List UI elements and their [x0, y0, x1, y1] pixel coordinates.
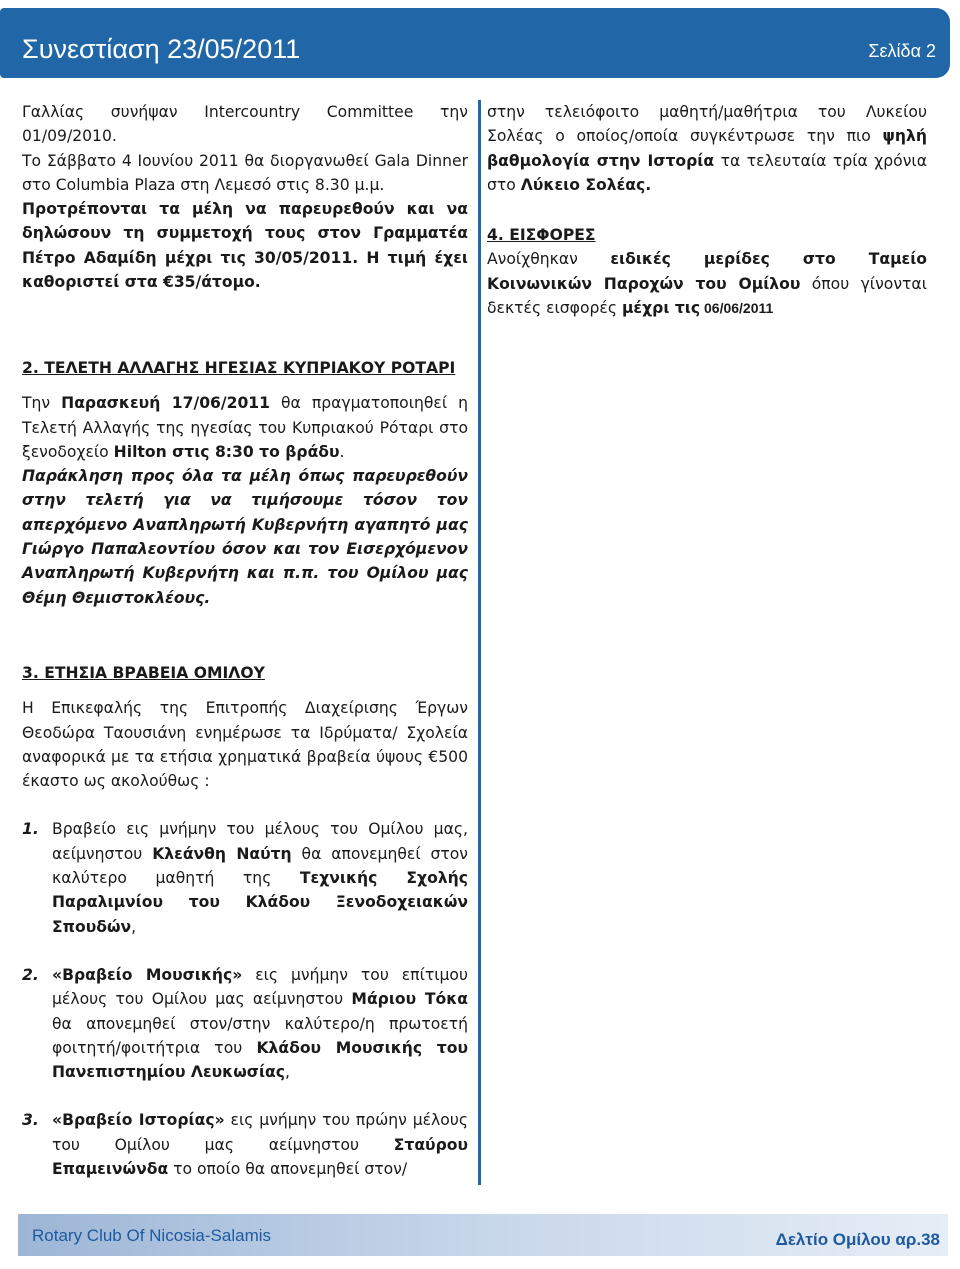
award-item-2: 2. «Βραβείο Μουσικής» εις μνήμην του επίτιμου μέλους του Ομίλου μας αείμνηστου Μάριου Τόκα θα απονεμηθεί στον/στην καλύτερο/η πρωτοετή φοιτητή/φοιτήτρια του Κλάδου Μουσικής του Πανεπιστημίου Λευκωσίας, [22, 965, 468, 1082]
column-divider [478, 100, 481, 1185]
club-name: Rotary Club Of Nicosia-Salamis [32, 1226, 272, 1245]
page-title: Συνεστίαση 23/05/2011 [22, 34, 301, 64]
intro-paragraph-1: Γαλλίας συνήψαν Intercountry Committee την 01/09/2010. [22, 103, 468, 146]
right-column [487, 100, 927, 320]
section-2-paragraph-2: Παράκληση προς όλα τα μέλη όπως παρευρεθούν στην τελετή για να τιμήσουμε τόσον τον απερχόμενο Αναπληρωτή Κυβερνήτη αγαπητό μας Γιώργο Παπαλεοντίου όσον και τον Εισερχόμενον Αναπληρωτή Κυβερνήτη και π.π. του Ομίλου μας Θέμη Θεμιστοκλέους. [22, 467, 468, 607]
intro-paragraph-3: Προτρέπονται τα μέλη να παρευρεθούν και να δηλώσουν τη συμμετοχή τους στον Γραμματέα Πέτρο Αδαμίδη μέχρι τις 30/05/2011. Η τιμή έχει καθοριστεί στα €35/άτομο. [22, 200, 468, 292]
left-column [22, 100, 468, 294]
bulletin-number: Δελτίο Ομίλου αρ.38 [775, 1230, 940, 1249]
award-item-1: 1. Βραβείο εις μνήμην του μέλους του Ομίλου μας, αείμνηστου Κλεάνθη Ναύτη θα απονεμηθεί στον καλύτερο μαθητή της Τεχνικής Σχολής Παραλιμνίου του Κλάδου Ξενοδοχειακών Σπουδών, [22, 820, 469, 936]
award-item-3: 3. «Βραβείο Ιστορίας» εις μνήμην του πρώην μέλους του Ομίλου μας αείμνηστου Σταύρου Επαμεινώνδα το οποίο θα απονεμηθεί στον/ [22, 1111, 468, 1179]
section-2-title: 2. ΤΕΛΕΤΗ ΑΛΛΑΓΗΣ ΗΓΕΣΙΑΣ ΚΥΠΡΙΑΚΟΥ ΡΟΤΑΡΙ [22, 359, 456, 377]
page-header [0, 8, 950, 78]
section-2-paragraph-1: Την Παρασκευή 17/06/2011 θα πραγματοποιηθεί η Τελετή Αλλαγής της ηγεσίας του Κυπριακού Ρόταρι στο ξενοδοχείο Hilton στις 8:30 το βράδυ. [22, 394, 468, 461]
right-paragraph-2: Ανοίχθηκαν ειδικές μερίδες στο Ταμείο Κοινωνικών Παροχών του Ομίλου όπου γίνονται δεκτές εισφορές μέχρι τις 06/06/2011 [487, 250, 928, 318]
section-3 [22, 661, 468, 1181]
page-footer [8, 1214, 944, 1256]
right-paragraph-1: στην τελειόφοιτο μαθητή/μαθήτρια του Λυκείου Σολέας ο οποίος/οποία συγκέντρωσε την πιο ψηλή βαθμολογία στην Ιστορία τα τελευταία τρία χρόνια στο Λύκειο Σολέας. [487, 103, 927, 194]
section-2 [22, 356, 468, 610]
page-number: Σελίδα 2 [868, 41, 936, 61]
intro-paragraph-2: Το Σάββατο 4 Ιουνίου 2011 θα διοργανωθεί Gala Dinner στο Columbia Plaza στη Λεμεσό στις 8.30 μ.μ. [22, 151, 468, 194]
section-4-title: 4. ΕΙΣΦΟΡΕΣ [487, 226, 596, 245]
section-3-paragraph: Η Επικεφαλής της Επιτροπής Διαχείρισης Έργων Θεοδώρα Ταουσιάνη ενημέρωσε τα Ιδρύματα/ Σχολεία αναφορικά με τα ετήσια χρηματικά βραβεία ύψους €500 έκαστο ως ακολούθως : [22, 699, 468, 791]
section-3-title: 3. ΕΤΗΣΙΑ ΒΡΑΒΕΙΑ ΟΜΙΛΟΥ [22, 664, 265, 682]
